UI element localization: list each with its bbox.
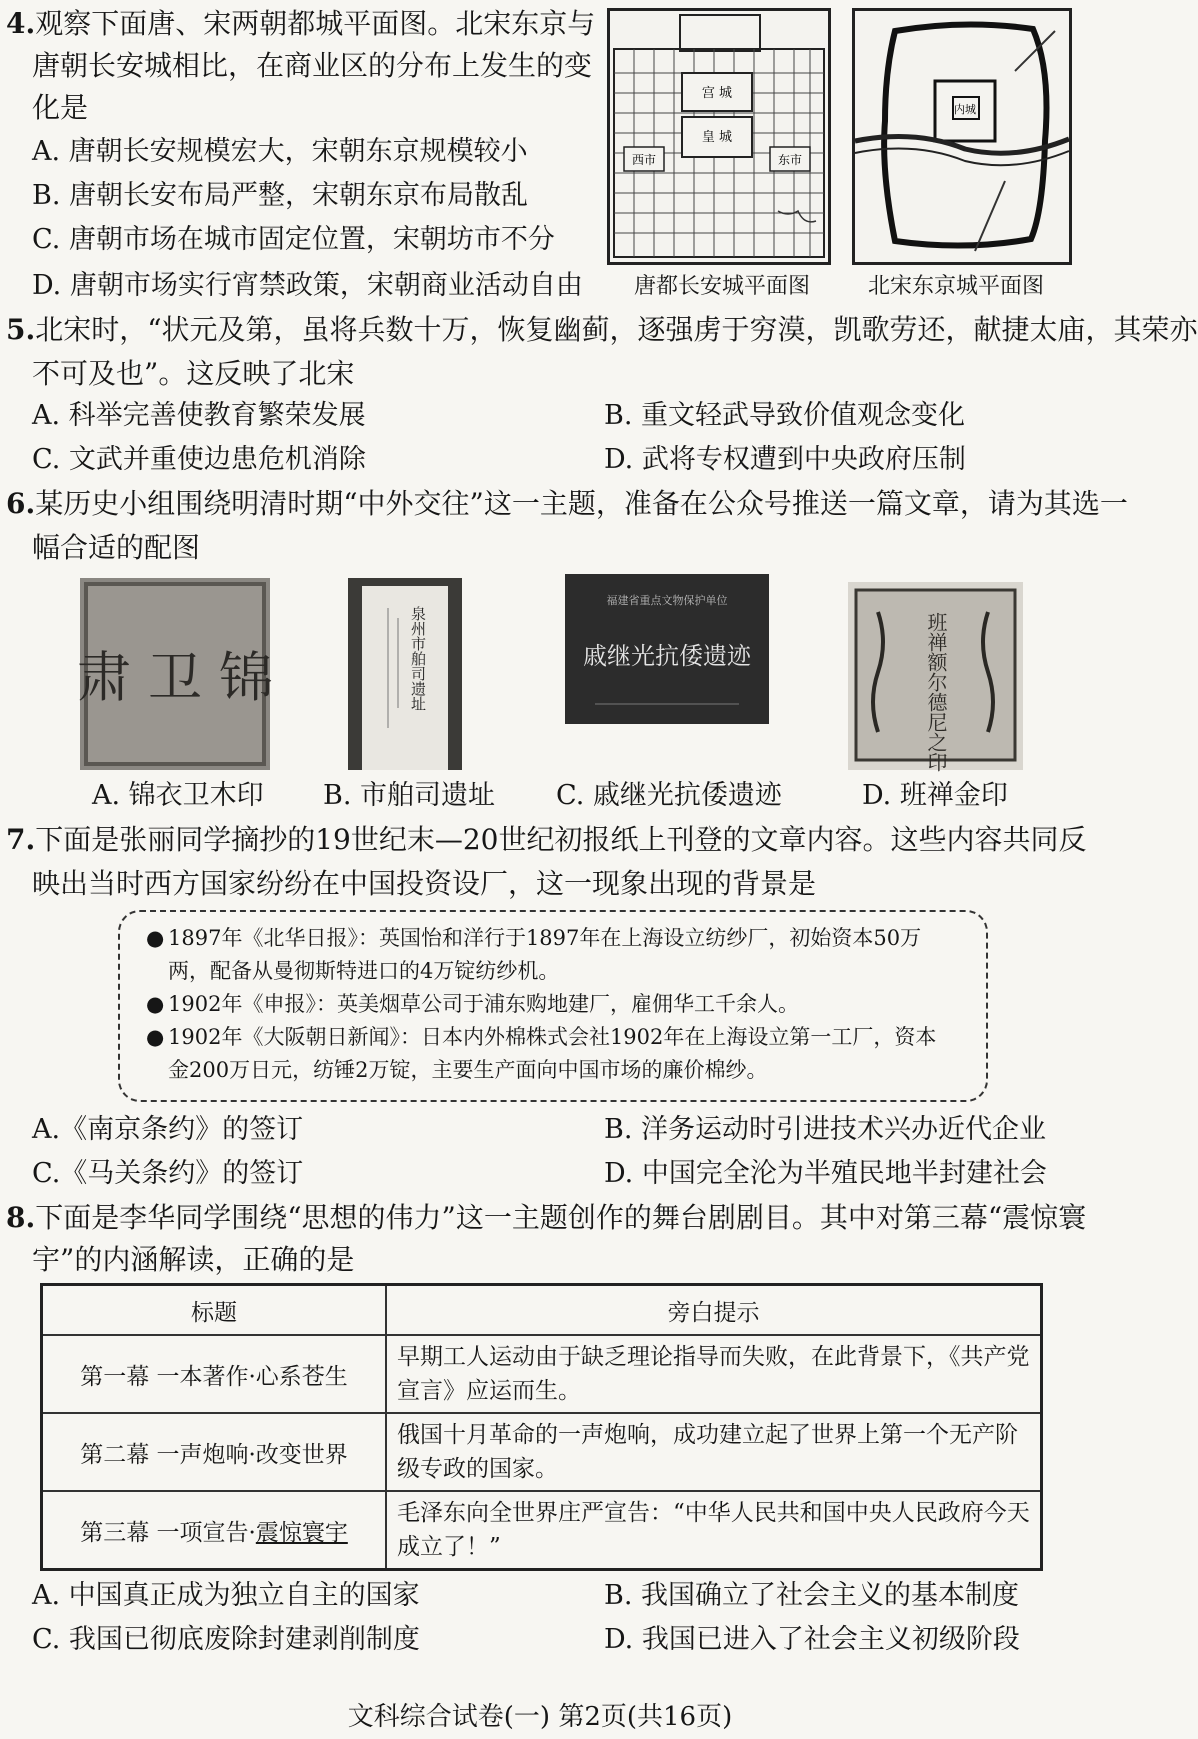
q6-option-a[interactable]: A. 锦衣卫木印 [92,780,264,811]
news-item-2 [146,988,960,1021]
tang-changan-map-drawing [610,11,828,262]
q8-line-1 [6,1196,1086,1240]
q8-line-2: 宇”的内涵解读，正确的是 [32,1243,355,1276]
q8-option-c[interactable]: C. 我国已彻底废除封建剥削制度 [32,1624,420,1655]
q7-text-1: 下面是张丽同学摘抄的19世纪末—20世纪初报纸上刊登的文章内容。这些内容共同反 [35,823,1087,856]
news-item-1 [146,922,960,955]
photo-d-gold-seal [848,582,1023,770]
map1-caption: 唐都长安城平面图 [634,274,811,299]
q4-option-a[interactable]: A. 唐朝长安规模宏大，宋朝东京规模较小 [32,136,528,167]
q6-option-c[interactable]: C. 戚继光抗倭遗迹 [556,780,782,811]
stage-play-table [40,1283,1043,1571]
q7-option-b[interactable]: B. 洋务运动时引进技术兴办近代企业 [604,1114,1047,1145]
tang-changan-map [607,8,831,265]
act-title: 第一幕 一本著作·心系苍生 [42,1335,387,1413]
news-item-3-cont [146,1054,960,1087]
q7-option-c[interactable]: C.《马关条约》的签订 [32,1158,304,1189]
photo-a-drawing [76,578,274,770]
q4-line-1 [6,2,595,46]
q4-line-3: 化是 [32,91,89,124]
q6-text-1: 某历史小组围绕明清时期“中外交往”这一主题，准备在公众号推送一篇文章，请为其选一 [35,487,1128,520]
photo-c-drawing [565,574,769,724]
bullet-icon: ● [146,1025,165,1049]
table-header-row [42,1285,1042,1336]
q8-number: 8. [6,1201,36,1234]
q5-option-d[interactable]: D. 武将专权遭到中央政府压制 [604,444,966,475]
song-dongjing-map-drawing [855,11,1069,262]
q5-line-2: 不可及也”。这反映了北宋 [32,357,355,390]
act-title-text: 第三幕 一项宣告· [80,1519,256,1546]
q7-number: 7. [6,823,36,856]
photo-d-seal-text: 班禅额尔德尼之印 [924,612,948,772]
bullet-icon: ● [146,992,165,1016]
q8-option-b[interactable]: B. 我国确立了社会主义的基本制度 [604,1580,1020,1611]
map2-caption: 北宋东京城平面图 [868,274,1045,299]
q6-line-1 [6,482,1128,526]
news-item-1-text: 1897年《北华日报》：英国怡和洋行于1897年在上海设立纺纱厂，初始资本50万 [168,926,922,950]
news-item-1-cont-text: 两，配备从曼彻斯特进口的4万锭纺纱机。 [168,959,560,983]
photo-b-tablet-text: 泉州市舶司遗址 [409,606,427,711]
q7-option-d[interactable]: D. 中国完全沦为半殖民地半封建社会 [604,1158,1047,1189]
table-row [42,1335,1042,1413]
map1-east-market-label: 东市 [777,153,803,167]
map1-palace-label: 宫 城 [701,86,733,101]
act-narration: 俄国十月革命的一声炮响，成功建立起了世界上第一个无产阶级专政的国家。 [386,1413,1042,1491]
news-item-1-cont [146,955,960,988]
act-title: 第二幕 一声炮响·改变世界 [42,1413,387,1491]
act-title [42,1491,387,1570]
q8-option-a[interactable]: A. 中国真正成为独立自主的国家 [32,1580,420,1611]
q4-option-d[interactable]: D. 唐朝市场实行宵禁政策，宋朝商业活动自由 [32,270,583,301]
q4-line-2: 唐朝长安城相比，在商业区的分布上发生的变 [32,49,593,82]
q5-option-a[interactable]: A. 科举完善使教育繁荣发展 [32,400,366,431]
q4-number: 4. [6,7,36,40]
q8-text-1: 下面是李华同学围绕“思想的伟力”这一主题创作的舞台剧剧目。其中对第三幕“震惊寰 [35,1201,1087,1234]
q4-option-c[interactable]: C. 唐朝市场在城市固定位置，宋朝坊市不分 [32,224,555,255]
photo-b-stone-tablet [348,578,462,770]
page-footer: 文科综合试卷(一) 第2页(共16页) [347,1702,733,1732]
act-narration: 毛泽东向全世界庄严宣告：“中华人民共和国中央人民政府今天成立了！” [386,1491,1042,1570]
q6-option-b[interactable]: B. 市舶司遗址 [323,780,496,811]
q7-option-a[interactable]: A.《南京条约》的签订 [32,1114,304,1145]
map1-imperial-label: 皇 城 [701,130,733,145]
q6-number: 6. [6,487,36,520]
photo-d-drawing [848,582,1023,770]
news-excerpt-box [118,910,988,1102]
map2-inner-city-label: 内城 [954,103,976,116]
q7-line-2: 映出当时西方国家纷纷在中国投资设厂，这一现象出现的背景是 [32,867,817,900]
q5-option-c[interactable]: C. 文武并重使边患危机消除 [32,444,366,475]
photo-c-main-text: 戚继光抗倭遗迹 [583,642,751,670]
q6-line-2: 幅合适的配图 [32,531,201,564]
news-item-3-text: 1902年《大阪朝日新闻》：日本内外棉株式会社1902年在上海设立第一工厂，资本 [168,1025,937,1049]
q6-option-d[interactable]: D. 班禅金印 [862,780,1008,811]
q8-option-d[interactable]: D. 我国已进入了社会主义初级阶段 [604,1624,1020,1655]
song-dongjing-map [852,8,1072,265]
table-row [42,1413,1042,1491]
photo-a-seal-text: 肃 卫 锦 [76,646,274,709]
news-item-3 [146,1021,960,1054]
photo-c-top-text: 福建省重点文物保护单位 [606,594,728,607]
q5-line-1 [6,308,1198,352]
q5-number: 5. [6,313,36,346]
photo-b-drawing [348,578,462,770]
act-narration: 早期工人运动由于缺乏理论指导而失败，在此背景下，《共产党宣言》应运而生。 [386,1335,1042,1413]
news-item-3-cont-text: 金200万日元，纺锤2万锭，主要生产面向中国市场的廉价棉纱。 [168,1058,768,1082]
table-header-narration: 旁白提示 [386,1285,1042,1336]
table-header-title: 标题 [42,1285,387,1336]
news-item-2-text: 1902年《申报》：英美烟草公司于浦东购地建厂，雇佣华工千余人。 [168,992,799,1016]
q4-text-1: 观察下面唐、宋两朝都城平面图。北宋东京与 [35,7,596,40]
q5-option-b[interactable]: B. 重文轻武导致价值观念变化 [604,400,966,431]
table-row [42,1491,1042,1570]
act-title-underlined: 震惊寰宇 [255,1519,348,1546]
q4-option-b[interactable]: B. 唐朝长安布局严整，宋朝东京布局散乱 [32,180,529,211]
q7-line-1 [6,818,1087,862]
photo-a-wooden-seal [76,578,274,770]
map1-west-market-label: 西市 [631,153,657,167]
q5-text-1: 北宋时，“状元及第，虽将兵数十万，恢复幽蓟，逐强虏于穷漠，凯歌劳还，献捷太庙，其荣亦 [35,313,1198,346]
photo-c-plaque [565,574,769,724]
bullet-icon: ● [146,926,165,950]
